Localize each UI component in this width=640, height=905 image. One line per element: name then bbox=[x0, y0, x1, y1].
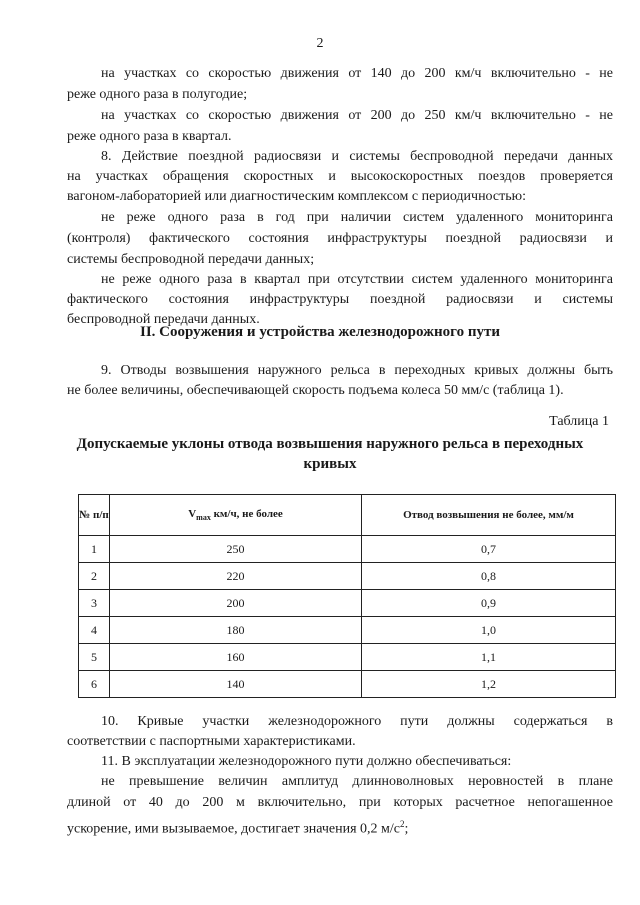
table-row bbox=[79, 563, 616, 590]
text-line-last bbox=[67, 815, 408, 839]
cell-slope: 0,7 bbox=[362, 536, 616, 563]
table-title: Допускаемые уклоны отвода возвышения наружного рельса в переходных кривых bbox=[76, 436, 584, 472]
table-row bbox=[79, 671, 616, 698]
text-line: не более величины, обеспечивающей скорость подъема колеса 50 мм/с (таблица 1). bbox=[67, 383, 564, 398]
cell-number: 2 bbox=[79, 563, 110, 590]
cell-speed: 250 bbox=[110, 536, 362, 563]
cell-speed: 200 bbox=[110, 590, 362, 617]
text-line: не реже одного раза в год при наличии систем удаленного мониторинга bbox=[101, 210, 613, 225]
text-line: (контроля) фактического состояния инфраструктуры поездной радиосвязи и bbox=[67, 231, 613, 246]
text-line: не превышение величин амплитуд длинноволновых неровностей в плане bbox=[101, 774, 613, 789]
text-line: беспроводной передачи данных. bbox=[67, 312, 260, 327]
table-row bbox=[79, 590, 616, 617]
table-row bbox=[79, 536, 616, 563]
col-speed-header bbox=[110, 495, 362, 536]
cell-slope: 0,8 bbox=[362, 563, 616, 590]
text-line: 8. Действие поездной радиосвязи и системы беспроводной передачи данных bbox=[101, 149, 613, 164]
text-line-body: ускорение, ими вызываемое, достигает значения 0,2 м/с bbox=[67, 821, 401, 837]
table-row bbox=[79, 644, 616, 671]
table-row bbox=[79, 617, 616, 644]
cell-number: 1 bbox=[79, 536, 110, 563]
cell-speed: 220 bbox=[110, 563, 362, 590]
cell-number: 4 bbox=[79, 617, 110, 644]
text-line: на участках со скоростью движения от 140 до 200 км/ч включительно - не bbox=[101, 66, 613, 81]
text-line: фактического состояния инфраструктуры поездной радиосвязи и системы bbox=[67, 292, 613, 307]
cell-speed: 140 bbox=[110, 671, 362, 698]
text-line: 11. В эксплуатации железнодорожного пути должно обеспечиваться: bbox=[101, 754, 512, 769]
text-line: реже одного раза в квартал. bbox=[67, 129, 232, 144]
table-header-row bbox=[79, 495, 616, 536]
cell-slope: 1,1 bbox=[362, 644, 616, 671]
cell-number: 6 bbox=[79, 671, 110, 698]
cell-slope: 1,2 bbox=[362, 671, 616, 698]
cell-number: 5 bbox=[79, 644, 110, 671]
text-line: не реже одного раза в квартал при отсутствии систем удаленного мониторинга bbox=[101, 272, 613, 287]
page-number: 2 bbox=[316, 36, 324, 51]
text-line: длиной от 40 до 200 м включительно, при которых расчетное непогашенное bbox=[67, 795, 613, 810]
text-line: 9. Отводы возвышения наружного рельса в переходных кривых должны быть bbox=[101, 363, 613, 378]
col-slope-header: Отвод возвышения не более, мм/м bbox=[362, 495, 616, 536]
text-line: на участках обращения скоростных и высокоскоростных поездов проверяется bbox=[67, 169, 613, 184]
cell-slope: 1,0 bbox=[362, 617, 616, 644]
text-line: на участках со скоростью движения от 200 до 250 км/ч включительно - не bbox=[101, 108, 613, 123]
section-heading: II. Сооружения и устройства железнодорожного пути bbox=[139, 324, 500, 340]
text-line: вагоном-лабораторией или диагностическим комплексом с периодичностью: bbox=[67, 189, 526, 204]
superscript: 2 bbox=[400, 819, 405, 829]
col-number-header: № п/п bbox=[79, 495, 110, 536]
text-line: системы беспроводной передачи данных; bbox=[67, 252, 315, 267]
text-line-tail: ; bbox=[404, 821, 409, 837]
text-line: соответствии с паспортными характеристиками. bbox=[67, 734, 356, 749]
col-speed-rest: км/ч, не более bbox=[210, 507, 283, 520]
col-speed-v: V bbox=[188, 507, 197, 520]
text-line: реже одного раза в полугодие; bbox=[67, 87, 248, 102]
cell-speed: 160 bbox=[110, 644, 362, 671]
cell-slope: 0,9 bbox=[362, 590, 616, 617]
cell-speed: 180 bbox=[110, 617, 362, 644]
table-label: Таблица 1 bbox=[549, 414, 609, 429]
cell-number: 3 bbox=[79, 590, 110, 617]
text-line: 10. Кривые участки железнодорожного пути должны содержаться в bbox=[101, 714, 613, 729]
slope-table bbox=[78, 494, 616, 698]
col-speed-sub: max bbox=[196, 513, 211, 523]
